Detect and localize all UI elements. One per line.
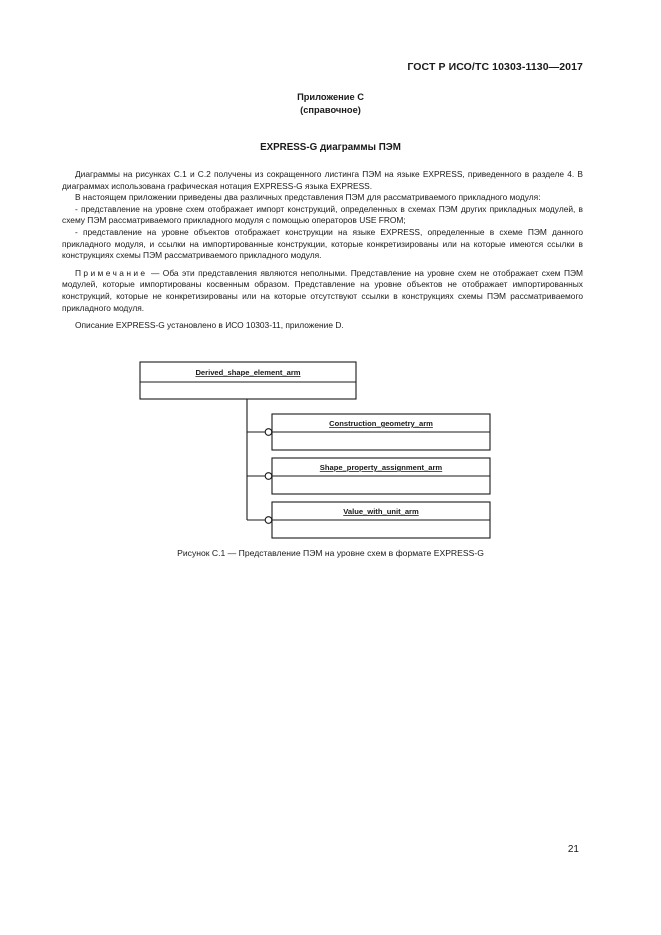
schema-box-imported xyxy=(272,458,490,494)
paragraph-2: В настоящем приложении приведены два различных представления ПЭМ для рассматриваемого прикладного модуля: xyxy=(75,192,541,203)
schema-box-imported xyxy=(272,502,490,538)
schema-box-imported xyxy=(272,414,490,450)
use-from-circle-icon xyxy=(265,473,272,480)
section-title: EXPRESS-G диаграммы ПЭМ xyxy=(260,142,401,153)
note-text: — Оба эти представления являются неполными. Представление на уровне схем не отображает схем ПЭМ модулей, которые импортированы косвенным образом. Представление на уровне объектов не отображает импортированных конструкций, которые не конкретизированы или на которые отсутствуют ссылки в конструкциях схемы ПЭМ рассматриваемого прикладного модуля. xyxy=(62,267,583,313)
annex-title: Приложение С xyxy=(297,92,364,102)
use-from-circle-icon xyxy=(265,429,272,436)
document-header: ГОСТ Р ИСО/ТС 10303-1130—2017 xyxy=(407,61,583,73)
schema-name-imported: Value_with_unit_arm xyxy=(343,507,419,516)
note-label: Примечание xyxy=(75,267,148,278)
schema-name-imported: Construction_geometry_arm xyxy=(329,419,433,428)
paragraph-3: - представление на уровне схем отображает импорт конструкций, определенных в схемах ПЭМ других прикладных модулей, в схему ПЭМ рассматриваемого прикладного модуля с помощью операторов USE FROM; xyxy=(62,203,583,226)
page-number: 21 xyxy=(567,844,579,855)
figure-caption: Рисунок С.1 — Представление ПЭМ на уровне схем в формате EXPRESS-G xyxy=(177,548,484,558)
annex-type: (справочное) xyxy=(300,104,361,115)
use-from-circle-icon xyxy=(265,517,272,524)
schema-name-main: Derived_shape_element_arm xyxy=(195,368,301,377)
paragraph-4: - представление на уровне объектов отображает конструкции на языке EXPRESS, определенные в схеме ПЭМ данного прикладного модуля, и ссылки на импортированные конструкции, которые конкретизированы или на которые имеются ссылки в конструкциях схемы ПЭМ рассматриваемого прикладного модуля. xyxy=(62,226,583,261)
schema-name-imported: Shape_property_assignment_arm xyxy=(319,463,443,472)
paragraph-1: Диаграммы на рисунках С.1 и С.2 получены из сокращенного листинга ПЭМ на языке EXPRESS, приведенного в разделе 4. В диаграммах использована графическая нотация EXPRESS-G языка EXPRESS. xyxy=(62,169,583,191)
paragraph-5: Описание EXPRESS-G установлено в ИСО 10303-11, приложение D. xyxy=(75,320,344,331)
schema-box-main xyxy=(140,362,356,399)
